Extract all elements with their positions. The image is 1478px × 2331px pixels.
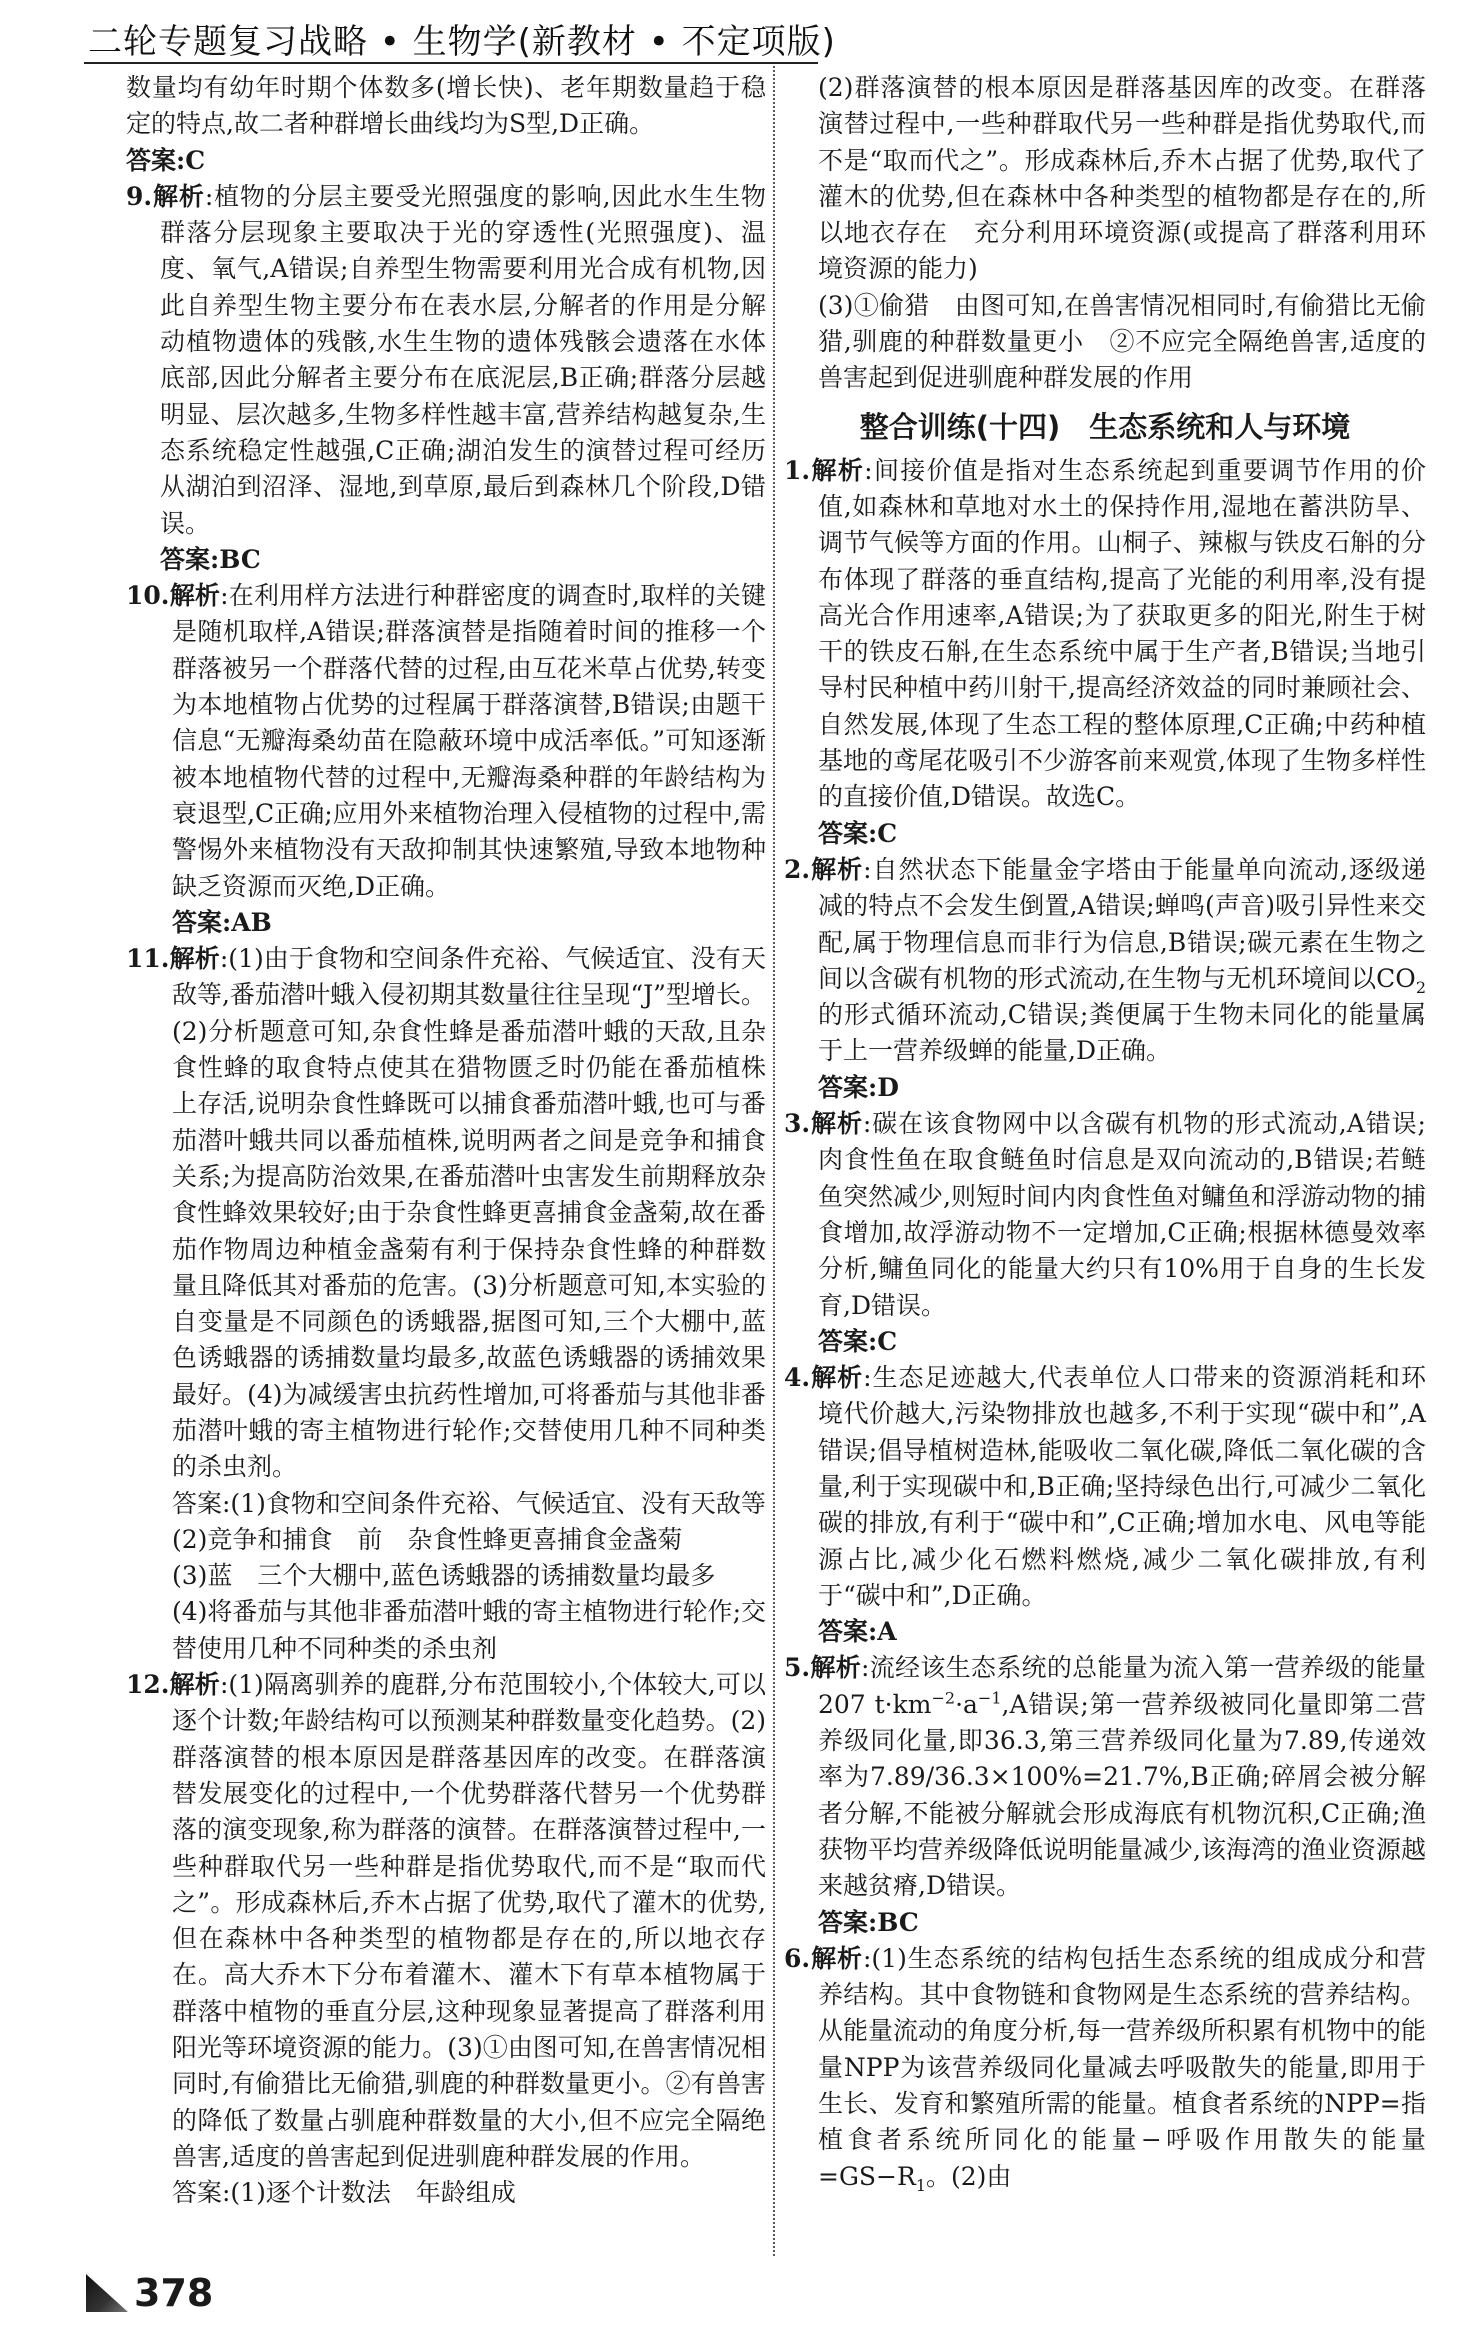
question-5: 5.解析:流经该生态系统的总能量为流入第一营养级的能量207 $t\cdot km^{-2}\cdot a^{-1},A$错误;第一营养级被同化量即第二营养级同化量,即36.3,第三营养级同化量为7.89,传递效率为7.89/36.3×100%=21.7%,B正确;碎屑会被分解者分解,不能被分解就会形成海底有机物沉积,C正确;渔获物平均营养级降低说明能量减少,该海湾的渔业资源越来越贫瘠,D错误。 bbox=[784, 1653, 1426, 1901]
paragraph-q8-tail: 数量均有幼年时期个体数多(增长快)、老年期数量趋于稳定的特点,故二者种群增长曲线均为S型,D正确。 bbox=[126, 73, 766, 139]
answer-q3: 答案:C bbox=[818, 1326, 898, 1356]
answer-q5: 答案:BC bbox=[818, 1907, 919, 1937]
answer-q11-3: (3)蓝 三个大棚中,蓝色诱蛾器的诱捕数量均最多 bbox=[172, 1561, 716, 1591]
answer-q4: 答案:A bbox=[818, 1617, 897, 1647]
answer-q8: 答案:C bbox=[126, 145, 206, 175]
page-corner-icon bbox=[86, 2274, 128, 2312]
left-column bbox=[126, 70, 766, 2212]
question-11: 11.解析:(1)由于食物和空间条件充裕、气候适宜、没有天敌等,番茄潜叶蛾入侵初期其数量往往呈现“J”型增长。(2)分析题意可知,杂食性蜂是番茄潜叶蛾的天敌,且杂食性蜂的取食特点使其在猎物匮乏时仍能在番茄植株上存活,说明杂食性蜂既可以捕食番茄潜叶蛾,也可与番茄潜叶蛾共同以番茄植株,说明两者之间是竞争和捕食关系;为提高防治效果,在番茄潜叶虫害发生前期释放杂食性蜂效果较好;由于杂食性蜂更喜捕食金盏菊,故在番茄作物周边种植金盏菊有利于保持杂食性蜂的种群数量且降低其对番茄的危害。(3)分析题意可知,本实验的自变量是不同颜色的诱蛾器,据图可知,三个大棚中,蓝色诱蛾器的诱捕数量均最多,故蓝色诱蛾器的诱捕效果最好。(4)为减缓害虫抗药性增加,可将番茄与其他非番茄潜叶蛾的寄主植物进行轮作;交替使用几种不同种类的杀虫剂。 bbox=[126, 944, 766, 1482]
question-12: 12.解析:(1)隔离驯养的鹿群,分布范围较小,个体较大,可以逐个计数;年龄结构可以预测某种群数量变化趋势。(2)群落演替的根本原因是群落基因库的改变。在群落演替发展变化的过程中,一个优势群落代替另一个优势群落的演变现象,称为群落的演替。在群落演替过程中,一些种群取代另一些种群是指优势取代,而不是“取而代之”。形成森林后,乔木占据了优势,取代了灌木的优势,但在森林中各种类型的植物都是存在的,所以地衣存在。高大乔木下分布着灌木、灌木下有草本植物属于群落中植物的垂直分层,这种现象显著提高了群落利用阳光等环境资源的能力。(3)①由图可知,在兽害情况相同时,有偷猎比无偷猎,驯鹿的种群数量更小。②有兽害的降低了数量占驯鹿种群数量的大小,但不应完全隔绝兽害,适度的兽害起到促进驯鹿种群发展的作用。 bbox=[126, 1670, 766, 2171]
answer-q11-2: (2)竞争和捕食 前 杂食性蜂更喜捕食金盏菊 bbox=[172, 1524, 683, 1554]
answer-q1: 答案:C bbox=[818, 818, 898, 848]
question-6: 6.解析:(1)生态系统的结构包括生态系统的组成成分和营养结构。其中食物链和食物网是生态系统的营养结构。从能量流动的角度分析,每一营养级所积累有机物中的能量NPP为该营养级同化量减去呼吸散失的能量,即用于生长、发育和繁殖所需的能量。植食者系统的NPP=指植食者系统所同化的能量−呼吸作用散失的能量$=GS-R_1$。(2)由 bbox=[784, 1943, 1426, 2195]
answer-q12-2: (2)群落演替的根本原因是群落基因库的改变。在群落演替过程中,一些种群取代另一些种群是指优势取代,而不是“取而代之”。形成森林后,乔木占据了优势,取代了灌木的优势,但在森林中各种类型的植物都是存在的,所以地衣存在 充分利用环境资源(或提高了群落利用环境资源的能力) bbox=[818, 73, 1426, 284]
answer-q11-4: (4)将番茄与其他非番茄潜叶蛾的寄主植物进行轮作;交替使用几种不同种类的杀虫剂 bbox=[172, 1597, 766, 1663]
answer-q12-1: 答案:(1)逐个计数法 年龄组成 bbox=[172, 2178, 516, 2208]
answer-q11-1: 答案:(1)食物和空间条件充裕、气候适宜、没有天敌等 bbox=[172, 1488, 766, 1518]
page-number: 378 bbox=[134, 2271, 214, 2315]
answer-q9: 答案:BC bbox=[160, 544, 261, 574]
page-footer bbox=[86, 2270, 213, 2316]
header-rule bbox=[84, 62, 818, 64]
section-title: 整合训练(十四) 生态系统和人与环境 bbox=[859, 409, 1351, 444]
question-10: 10.解析:在利用样方法进行种群密度的调查时,取样的关键是随机取样,A错误;群落演替是指随着时间的推移一个群落被另一个群落代替的过程,由互花米草占优势,转变为本地植物占优势的过程属于群落演替,B错误;由题干信息“无瓣海桑幼苗在隐蔽环境中成活率低。”可知逐渐被本地植物代替的过程中,无瓣海桑种群的年龄结构为衰退型,C正确;应用外来植物治理入侵植物的过程中,需警惕外来植物没有天敌抑制其快速繁殖,导致本地物种缺乏资源而灭绝,D正确。 bbox=[126, 581, 766, 901]
question-4: 4.解析:生态足迹越大,代表单位人口带来的资源消耗和环境代价越大,污染物排放也越多,不利于实现“碳中和”,A错误;倡导植树造林,能吸收二氧化碳,降低二氧化碳的含量,利于实现碳中和,B正确;坚持绿色出行,可减少二氧化碳的排放,有利于“碳中和”,C正确;增加水电、风电等能源占比,减少化石燃料燃烧,减少二氧化碳排放,有利于“碳中和”,D正确。 bbox=[784, 1363, 1426, 1610]
answer-q12-3: (3)①偷猎 由图可知,在兽害情况相同时,有偷猎比无偷猎,驯鹿的种群数量更小 ②不应完全隔绝兽害,适度的兽害起到促进驯鹿种群发展的作用 bbox=[818, 290, 1426, 393]
question-1: 1.解析:间接价值是指对生态系统起到重要调节作用的价值,如森林和草地对水土的保持作用,湿地在蓄洪防旱、调节气候等方面的作用。山桐子、辣椒与铁皮石斛的分布体现了群落的垂直结构,提高了光能的利用率,没有提高光合作用速率,A错误;为了获取更多的阳光,附生于树干的铁皮石斛,在生态系统中属于生产者,B错误;当地引导村民种植中药川射干,提高经济效益的同时兼顾社会、自然发展,体现了生态工程的整体原理,C正确;中药种植基地的鸢尾花吸引不少游客前来观赏,体现了生物多样性的直接价值,D错误。故选C。 bbox=[784, 455, 1426, 812]
running-header: 二轮专题复习战略 • 生物学(新教材 • 不定项版) bbox=[88, 22, 836, 62]
question-3: 3.解析:碳在该食物网中以含碳有机物的形式流动,A错误;肉食性鱼在取食鲢鱼时信息是双向流动的,B错误;若鲢鱼突然减少,则短时间内肉食性鱼对鳙鱼和浮游动物的捕食增加,故浮游动物不一定增加,C正确;根据林德曼效率分析,鳙鱼同化的能量大约只有10%用于自身的生长发育,D错误。 bbox=[784, 1109, 1426, 1320]
question-9: 9.解析:植物的分层主要受光照强度的影响,因此水生生物群落分层现象主要取决于光的穿透性(光照强度)、温度、氧气,A错误;自养型生物需要利用光合成有机物,因此自养型生物主要分布在表水层,分解者的作用是分解动植物遗体的残骸,水生生物的遗体残骸会遗落在水体底部,因此分解者主要分布在底泥层,B正确;群落分层越明显、层次越多,生物多样性越丰富,营养结构越复杂,生态系统稳定性越强,C正确;湖泊发生的演替过程可经历从湖泊到沼泽、湿地,到草原,最后到森林几个阶段,D错误。 bbox=[126, 181, 766, 538]
answer-q10: 答案:AB bbox=[172, 907, 272, 937]
question-2: 2.解析:自然状态下能量金字塔由于能量单向流动,逐级递减的特点不会发生倒置,A错误;蝉鸣(声音)吸引异性来交配,属于物理信息而非行为信息,B错误;碳元素在生物之间以含碳有机物的形式流动,在生物与无机环境间以$CO_2$的形式循环流动,C错误;粪便属于生物未同化的能量属于上一营养级蝉的能量,D正确。 bbox=[784, 854, 1426, 1066]
answer-q2: 答案:D bbox=[818, 1072, 899, 1102]
right-column bbox=[784, 70, 1426, 2195]
column-divider bbox=[773, 66, 775, 2256]
